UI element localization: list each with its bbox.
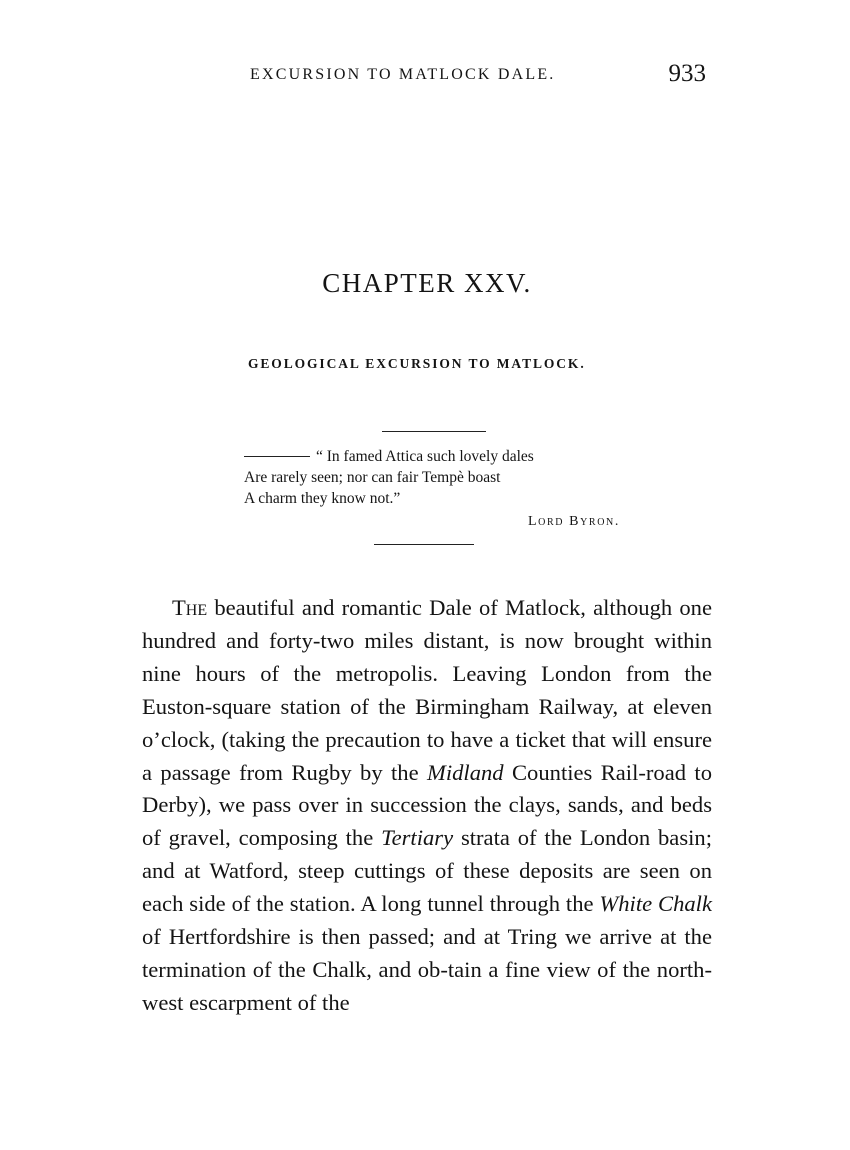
running-head — [250, 60, 710, 94]
epigraph-line-3: A charm they know not.” — [244, 490, 401, 507]
emphasis-midland: Midland — [427, 759, 504, 785]
epigraph-line-1-text: “ In famed Attica such lovely dales — [316, 448, 534, 465]
epigraph-line-1 — [244, 446, 644, 467]
page-number: 933 — [668, 60, 706, 87]
divider-rule-top — [382, 431, 486, 432]
lead-word: The — [172, 595, 208, 620]
body-text-part-4: of Hertfordshire is then passed; and at Tring we arrive at the termination of the Chalk, and ob-tain a fine view of the north-west escarpment of the — [142, 924, 712, 1015]
divider-rule-bottom — [374, 544, 474, 545]
body-text-part-1: beautiful and romantic Dale of Matlock, although one hundred and forty-two miles distant, is now brought within nine hours of the metropolis. Leaving London from the Euston-square station of the Birmingham Railway, at eleven o’clock, (taking the precaution to have a ticket that will ensure a passage from Rugby by the — [142, 595, 712, 785]
epigraph-dash — [244, 456, 310, 457]
emphasis-tertiary: Tertiary — [381, 825, 454, 851]
chapter-subtitle: GEOLOGICAL EXCURSION TO MATLOCK. — [248, 356, 586, 371]
body-text-part-2: Counties Rail-road to Derby), we pass over in succession the clays, sands, and beds of gravel, composing the — [142, 759, 712, 851]
emphasis-white-chalk: White Chalk — [599, 891, 712, 917]
epigraph — [244, 446, 644, 509]
body-paragraph — [142, 592, 712, 1020]
running-title: EXCURSION TO MATLOCK DALE. — [250, 66, 556, 83]
epigraph-attribution: Lord Byron. — [528, 514, 620, 529]
body-text-part-3: strata of the London basin; and at Watford, steep cuttings of these deposits are seen on each side of the station. A long tunnel through the — [142, 825, 712, 917]
epigraph-line-2: Are rarely seen; nor can fair Tempè boast — [244, 469, 501, 486]
chapter-title: CHAPTER XXV. — [322, 268, 532, 298]
